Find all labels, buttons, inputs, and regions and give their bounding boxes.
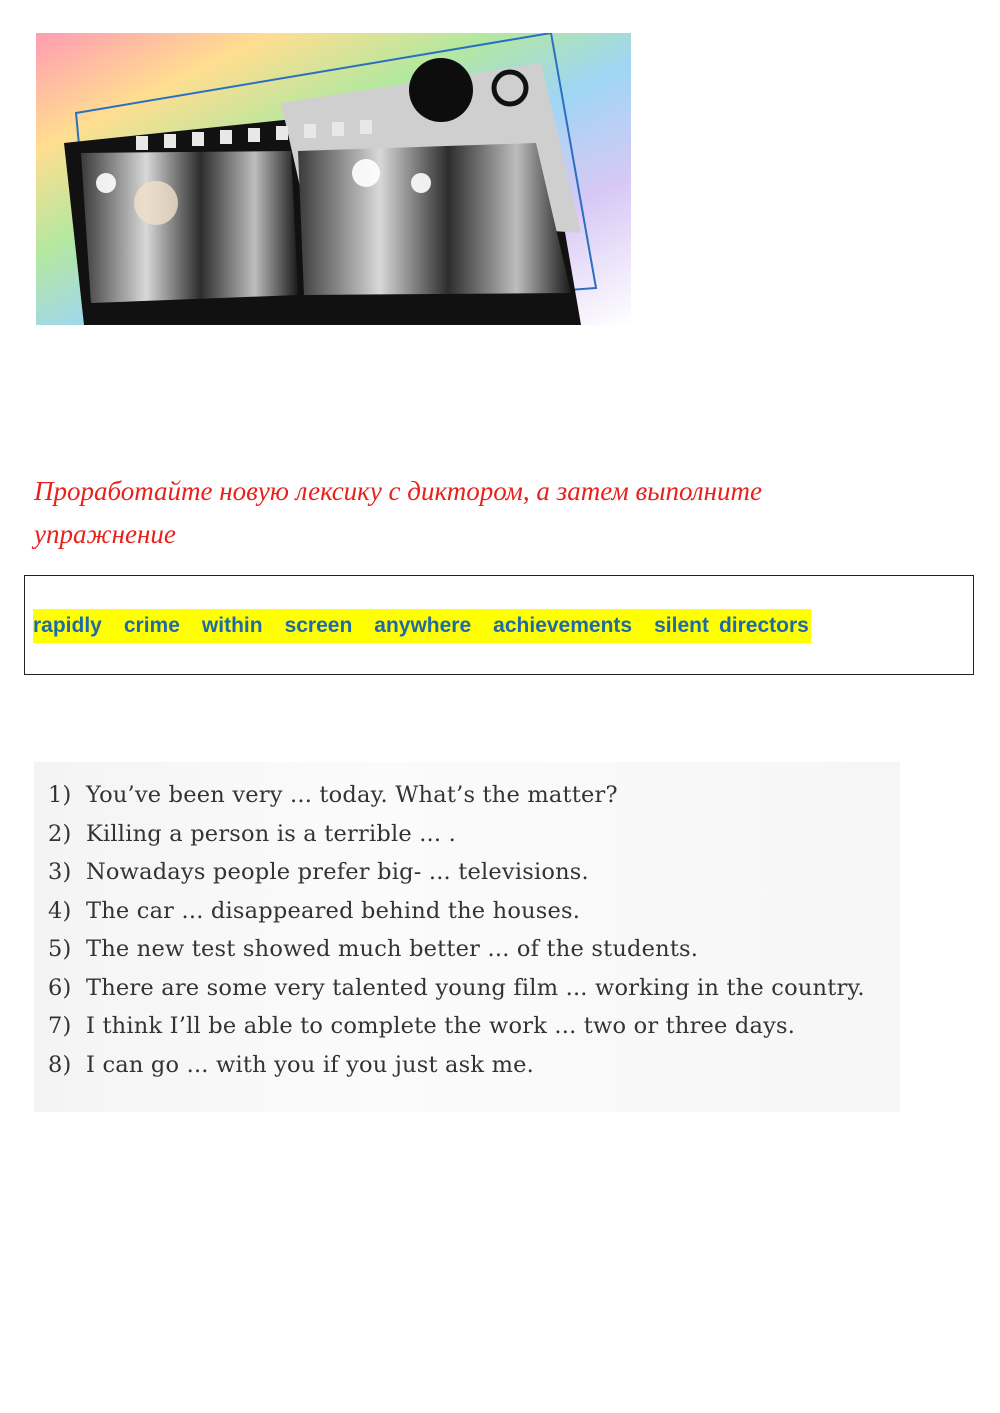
vocabulary-box <box>24 575 974 675</box>
vocab-word: crime <box>123 614 180 637</box>
vocab-word: within <box>201 614 263 637</box>
exercise-item: 7) I think I’ll be able to complete the work ... two or three days. <box>48 1013 796 1039</box>
exercise-item: 4) The car ... disappeared behind the houses. <box>48 897 581 924</box>
vocab-word: directors <box>718 614 809 637</box>
vocabulary-list <box>33 609 811 643</box>
instruction-text <box>34 470 934 556</box>
instruction-line-2: упражнение <box>34 519 176 549</box>
vocab-word: screen <box>284 614 353 637</box>
instruction-line-1: Проработайте новую лексику с диктором, а затем выполните <box>34 476 762 506</box>
exercise-sentences <box>34 762 900 1112</box>
exercise-item: 3) Nowadays people prefer big- ... televisions. <box>48 859 589 885</box>
exercise-item: 8) I can go ... with you if you just ask me. <box>48 1051 534 1078</box>
vocab-word: rapidly <box>33 614 102 637</box>
vocab-word: achievements <box>493 614 633 637</box>
exercise-item: 5) The new test showed much better ... of the students. <box>48 936 699 962</box>
vocab-word: anywhere <box>374 614 472 637</box>
exercise-item: 1) You’ve been very ... today. What’s the matter? <box>48 782 618 808</box>
exercise-item: 2) Killing a person is a terrible ... . <box>48 820 456 847</box>
vocab-word: silent <box>654 614 709 637</box>
film-strip-illustration <box>36 33 631 325</box>
exercise-item: 6) There are some very talented young film ... working in the country. <box>48 974 865 1001</box>
